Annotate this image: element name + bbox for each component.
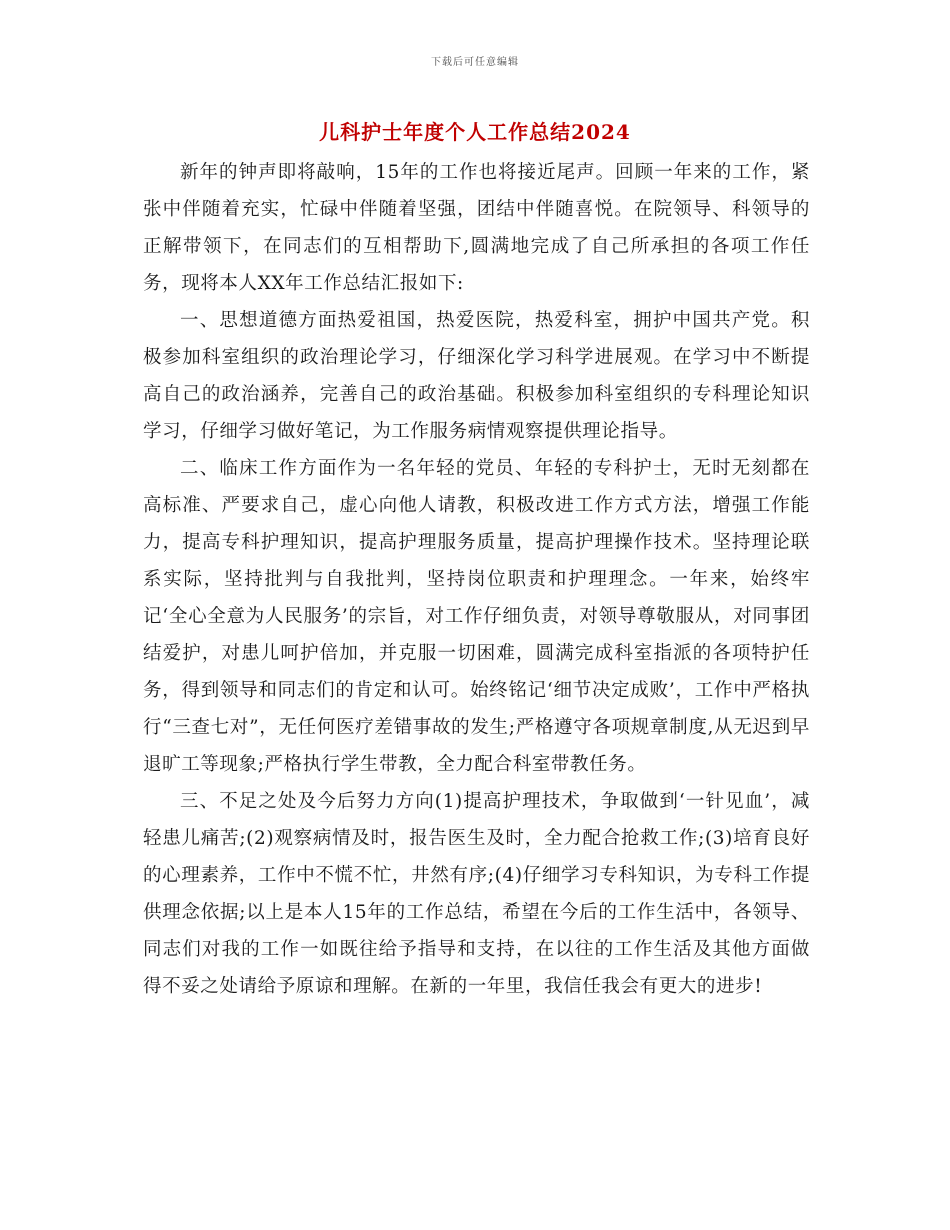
paragraph-intro: 新年的钟声即将敲响，15年的工作也将接近尾声。回顾一年来的工作，紧张中伴随着充实，忙碌中伴随着坚强，团结中伴随喜悦。在院领导、科领导的正解带领下，在同志们的互相帮助下,圆满地完成了自己所承担的各项工作任务，现将本人XX年工作总结汇报如下: <box>143 162 810 294</box>
header-note: 下载后可任意编辑 <box>431 57 519 68</box>
document-title: 儿科护士年度个人工作总结2024 <box>319 120 631 144</box>
paragraph-ideology: 一、思想道德方面热爱祖国，热爱医院，热爱科室，拥护中国共产党。积极参加科室组织的政治理论学习，仔细深化学习科学进展观。在学习中不断提高自己的政治涵养，完善自己的政治基础。积极参加科室组织的专科理论知识学习，仔细学习做好笔记，为工作服务病情观察提供理论指导。 <box>143 310 810 442</box>
document-body <box>143 154 810 1005</box>
paragraph-clinical-work: 二、临床工作方面作为一名年轻的党员、年轻的专科护士，无时无刻都在高标准、严要求自己，虚心向他人请教，积极改进工作方式方法，增强工作能力，提高专科护理知识，提高护理服务质量，提高护理操作技术。坚持理论联系实际，坚持批判与自我批判，坚持岗位职责和护理理念。一年来，始终牢记‘全心全意为人民服务’的宗旨，对工作仔细负责，对领导尊敬服从，对同事团结爱护，对患儿呵护倍加，并克服一切困难，圆满完成科室指派的各项特护任务，得到领导和同志们的肯定和认可。始终铭记‘细节决定成败’，工作中严格执行“三查七对”，无任何医疗差错事故的发生;严格遵守各项规章制度,从无迟到早退旷工等现象;严格执行学生带教，全力配合科室带教任务。 <box>143 458 810 775</box>
paragraph-shortcomings: 三、不足之处及今后努力方向(1)提高护理技术，争取做到‘一针见血’，减轻患儿痛苦;(2)观察病情及时，报告医生及时，全力配合抢救工作;(3)培育良好的心理素养，工作中不慌不忙，井然有序;(4)仔细学习专科知识，为专科工作提供理念依据;以上是本人15年的工作总结，希望在今后的工作生活中，各领导、同志们对我的工作一如既往给予指导和支持，在以往的工作生活及其他方面做得不妥之处请给予原谅和理解。在新的一年里，我信任我会有更大的进步! <box>143 791 810 997</box>
